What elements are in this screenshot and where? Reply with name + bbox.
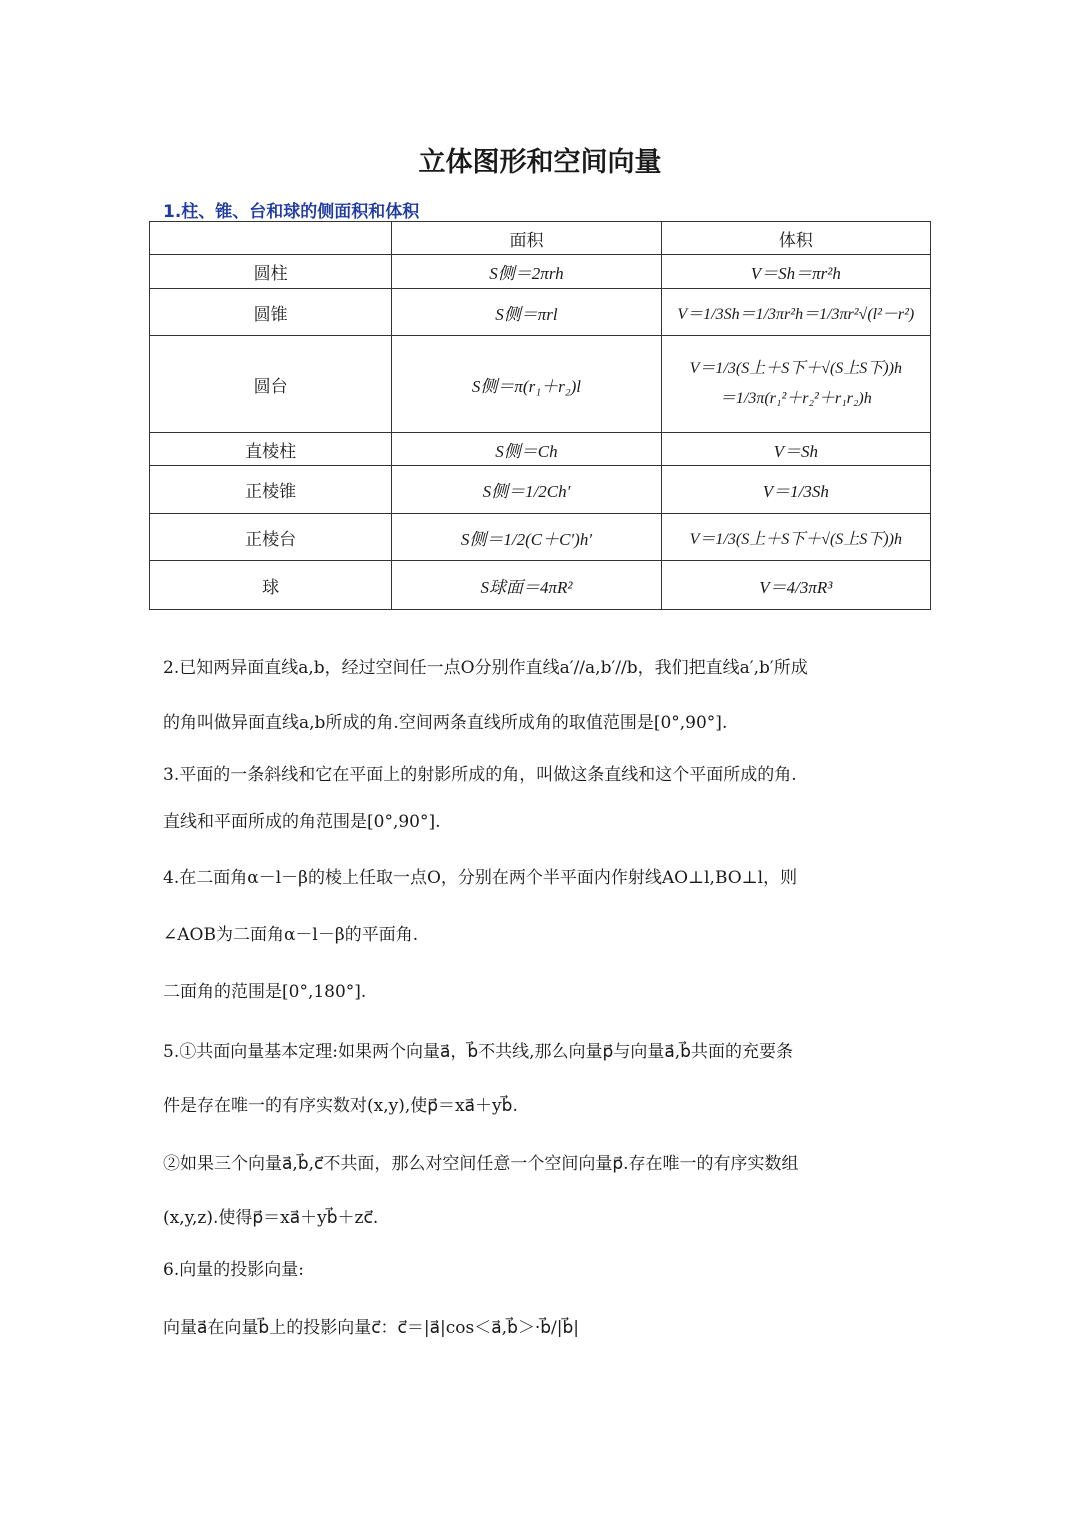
row-name: 圆台: [150, 336, 392, 433]
section-6-line-2: 向量a⃗在向量b⃗上的投影向量c⃗：c⃗＝|a⃗|cos＜a⃗,b⃗＞·b⃗/|b⃗|: [163, 1318, 580, 1338]
table-header-blank: [150, 222, 392, 255]
page-title: 立体图形和空间向量: [418, 147, 662, 178]
row-name: 圆锥: [150, 289, 392, 336]
volume-formula: V＝Sh＝πr²h: [661, 255, 930, 289]
area-formula: S侧＝2πrh: [392, 255, 661, 289]
section-1-heading: 1.柱、锥、台和球的侧面积和体积: [163, 202, 420, 222]
section-5-line-3: ②如果三个向量a⃗,b⃗,c⃗不共面，那么对空间任意一个空间向量p⃗.存在唯一的有序实数组: [163, 1154, 799, 1174]
area-formula: S侧＝πrl: [392, 289, 661, 336]
table-row: [150, 466, 931, 514]
volume-formula: V＝1/3Sh＝1/3πr²h＝1/3πr²√(l²－r²): [661, 289, 930, 336]
volume-formula: V＝Sh: [661, 433, 930, 466]
area-formula: S侧＝1/2Ch′: [392, 466, 661, 514]
area-formula: S侧＝Ch: [392, 433, 661, 466]
area-formula: S球面＝4πR²: [392, 561, 661, 610]
section-4-line-3: 二面角的范围是[0°,180°].: [163, 982, 367, 1002]
table-header-row: [150, 222, 931, 255]
formula-table: [149, 221, 931, 610]
table-header-area: 面积: [392, 222, 661, 255]
section-5-line-2: 件是存在唯一的有序实数对(x,y),使p⃗＝xa⃗＋yb⃗.: [163, 1096, 518, 1116]
row-name: 直棱柱: [150, 433, 392, 466]
section-3-line-2: 直线和平面所成的角范围是[0°,90°].: [163, 812, 441, 832]
volume-formula: V＝4/3πR³: [661, 561, 930, 610]
row-name: 正棱锥: [150, 466, 392, 514]
table-header-volume: 体积: [661, 222, 930, 255]
table-row: [150, 289, 931, 336]
volume-formula-cell: [661, 336, 930, 433]
volume-formula: V＝1/3Sh: [661, 466, 930, 514]
table-row: [150, 255, 931, 289]
section-3-line-1: 3.平面的一条斜线和它在平面上的射影所成的角，叫做这条直线和这个平面所成的角.: [163, 765, 797, 785]
area-formula: S侧＝1/2(C＋C′)h′: [392, 514, 661, 561]
row-name: 球: [150, 561, 392, 610]
row-name: 正棱台: [150, 514, 392, 561]
table-row: [150, 336, 931, 433]
area-formula: S侧＝π(r₁＋r₂)l: [392, 336, 661, 433]
section-4-line-2: ∠AOB为二面角α－l－β的平面角.: [163, 925, 419, 945]
table-row: [150, 514, 931, 561]
section-6-line-1: 6.向量的投影向量:: [163, 1260, 304, 1280]
section-5-line-1: 5.①共面向量基本定理:如果两个向量a⃗，b⃗不共线,那么向量p⃗与向量a⃗,b⃗共面的充要条: [163, 1042, 793, 1062]
table-row: [150, 433, 931, 466]
table-row: [150, 561, 931, 610]
section-2-line-1: 2.已知两异面直线a,b，经过空间任一点O分别作直线a′//a,b′//b，我们把直线a′,b′所成: [163, 658, 808, 678]
section-4-line-1: 4.在二面角α－l－β的棱上任取一点O，分别在两个半平面内作射线AO⊥l,BO⊥l，则: [163, 868, 798, 888]
volume-formula: V＝1/3(S上＋S下＋√(S上S下))h: [661, 514, 930, 561]
volume-formula-line2: ＝1/3π(r₁²＋r₂²＋r₁r₂)h: [719, 390, 872, 407]
row-name: 圆柱: [150, 255, 392, 289]
section-2-line-2: 的角叫做异面直线a,b所成的角.空间两条直线所成角的取值范围是[0°,90°].: [163, 713, 728, 733]
volume-formula: V＝1/3(S上＋S下＋√(S上S下))h: [689, 360, 902, 377]
section-5-line-4: (x,y,z).使得p⃗＝xa⃗＋yb⃗＋zc⃗.: [163, 1208, 379, 1228]
